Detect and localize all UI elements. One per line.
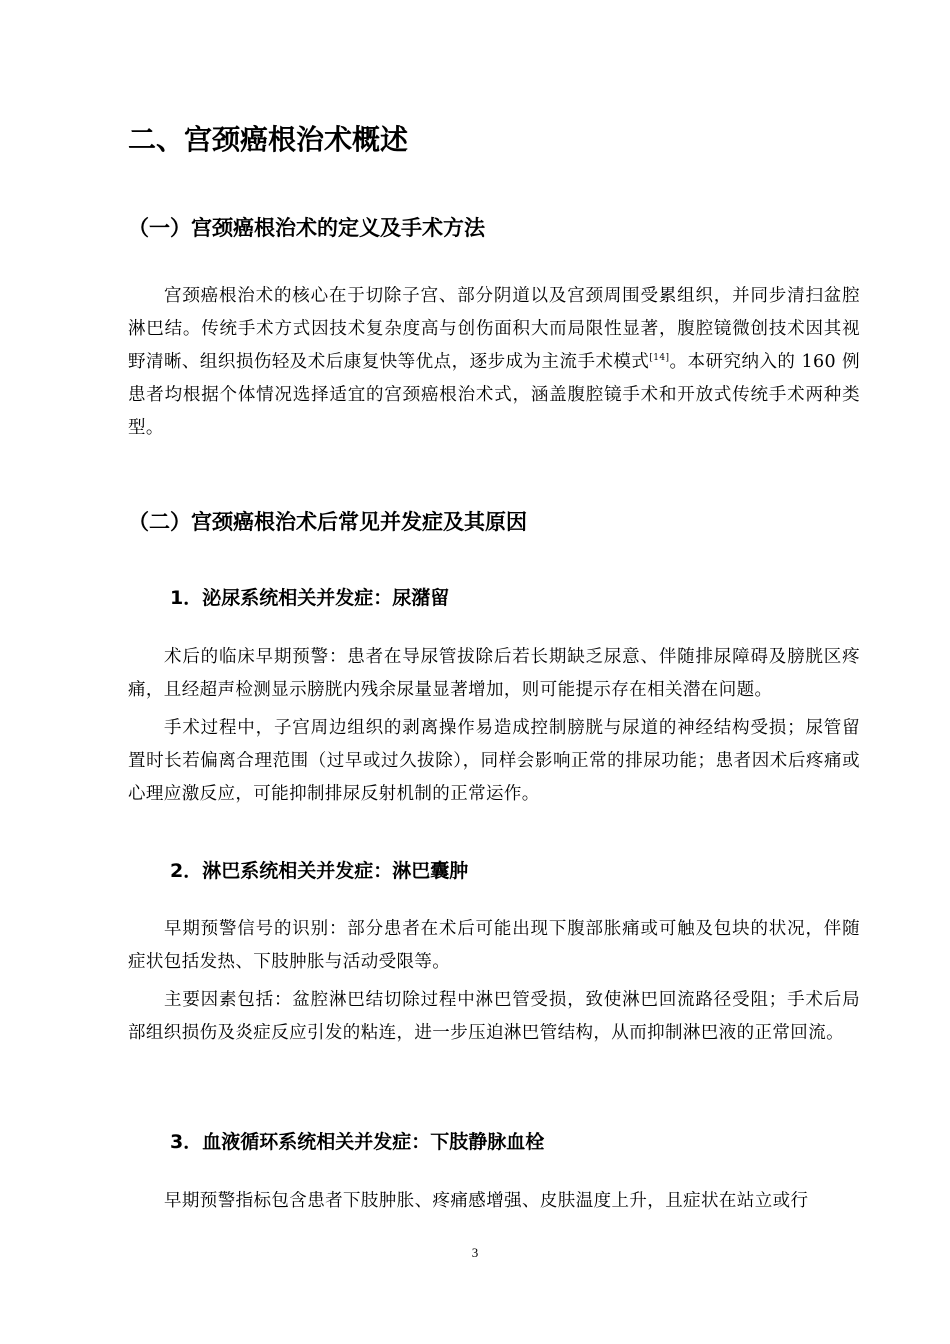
paragraph-lymphatic-cause: 主要因素包括：盆腔淋巴结切除过程中淋巴管受损，致使淋巴回流路径受阻；手术后局部组织损伤及炎症反应引发的粘连，进一步压迫淋巴管结构，从而抑制淋巴液的正常回流。 [128, 990, 860, 1043]
paragraph-lymphatic-warning: 早期预警信号的识别：部分患者在术后可能出现下腹部胀痛或可触及包块的状况，伴随症状包括发热、下肢肿胀与活动受限等。 [128, 919, 860, 972]
item-heading-circulatory: 3．血液循环系统相关并发症：下肢静脉血栓 [170, 1131, 545, 1153]
paragraph-definition-tail: 。本研究纳入的 160 例患者均根据个体情况选择适宜的宫颈癌根治术式，涵盖腹腔镜手术和开放式传统手术两种类型。 [128, 352, 860, 438]
paragraph-definition-text: 宫颈癌根治术的核心在于切除子宫、部分阴道以及宫颈周围受累组织，并同步清扫盆腔淋巴结。传统手术方式因技术复杂度高与创伤面积大而局限性显著，腹腔镜微创技术因其视野清晰、组织损伤轻及术后康复快等优点，逐步成为主流手术模式 [128, 286, 860, 372]
item-heading-lymphatic: 2．淋巴系统相关并发症：淋巴囊肿 [170, 860, 469, 882]
section-heading: 二、宫颈癌根治术概述 [128, 123, 409, 156]
paragraph-definition [128, 280, 860, 445]
paragraph-urinary-warning: 术后的临床早期预警：患者在导尿管拔除后若长期缺乏尿意、伴随排尿障碍及膀胱区疼痛，且经超声检测显示膀胱内残余尿量显著增加，则可能提示存在相关潜在问题。 [128, 647, 860, 700]
paragraph-circulatory-warning: 早期预警指标包含患者下肢肿胀、疼痛感增强、皮肤温度上升，且症状在站立或行 [164, 1191, 809, 1211]
subsection-heading-complications: （二）宫颈癌根治术后常见并发症及其原因 [128, 510, 527, 534]
item-heading-urinary: 1．泌尿系统相关并发症：尿潴留 [170, 587, 450, 609]
page-number: 3 [471, 1245, 479, 1260]
subsection-heading-definition: （一）宫颈癌根治术的定义及手术方法 [128, 216, 485, 240]
paragraph-urinary-cause: 手术过程中，子宫周边组织的剥离操作易造成控制膀胱与尿道的神经结构受损；尿管留置时长若偏离合理范围（过早或过久拔除），同样会影响正常的排尿功能；患者因术后疼痛或心理应激反应，可能抑制排尿反射机制的正常运作。 [128, 718, 860, 804]
citation-marker: [14] [649, 353, 670, 364]
